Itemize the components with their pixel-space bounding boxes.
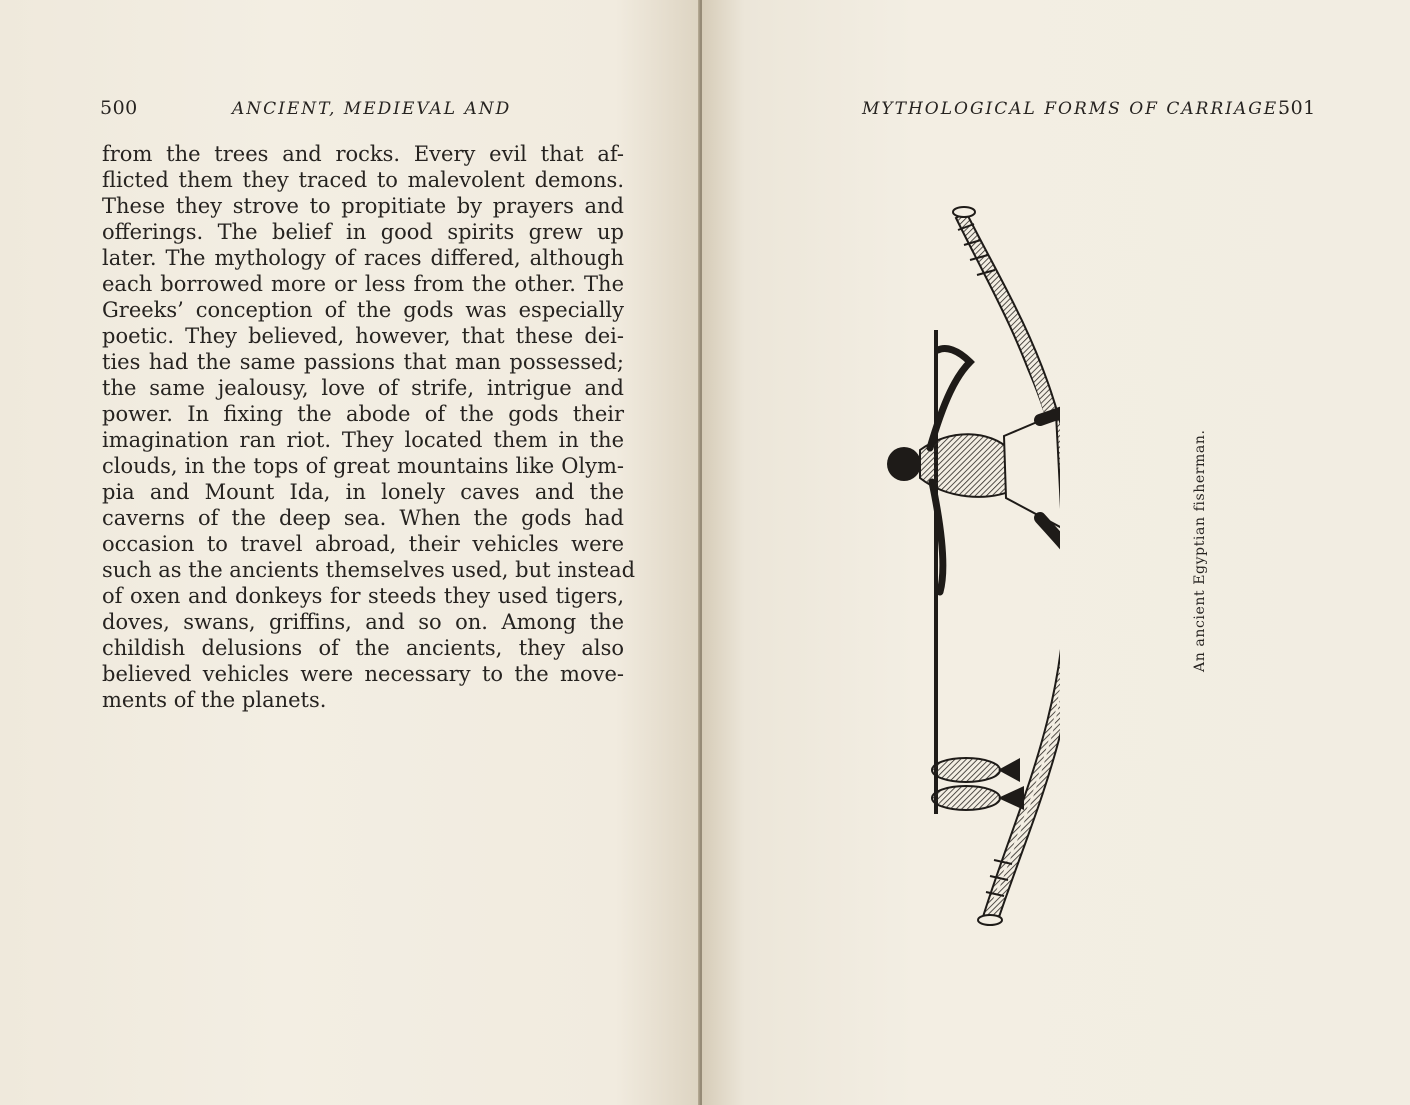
text-line: of oxen and donkeys for steeds they used tigers, — [102, 584, 624, 608]
body-text — [102, 141, 636, 713]
fisherman-leg-lower — [1040, 518, 1060, 592]
text-line: each borrowed more or less from the other. The — [102, 272, 624, 296]
fisherman-head — [887, 447, 921, 481]
text-line: imagination ran riot. They located them in the — [102, 428, 624, 452]
text-line: Greeks’ conception of the gods was especially — [102, 298, 624, 322]
text-line: pia and Mount Ida, in lonely caves and the — [102, 480, 624, 504]
text-line: believed vehicles were necessary to the move- — [102, 662, 624, 686]
fisherman-kilt — [1004, 414, 1060, 528]
egyptian-fisherman-illustration — [880, 200, 1060, 940]
text-line: clouds, in the tops of great mountains like Olym- — [102, 454, 624, 478]
text-line: ties had the same passions that man possessed; — [102, 350, 624, 374]
text-line: caverns of the deep sea. When the gods had — [102, 506, 624, 530]
left-page — [0, 0, 700, 1105]
illustration-caption: An ancient Egyptian fisherman. — [1192, 429, 1208, 672]
text-line: flicted them they traced to malevolent demons. — [102, 168, 624, 192]
text-line: offerings. The belief in good spirits grew up — [102, 220, 624, 244]
running-head-right: MYTHOLOGICAL FORMS OF CARRIAGE. — [862, 99, 1286, 119]
fish-icon — [932, 758, 1024, 810]
text-line: doves, swans, griffins, and so on. Among the — [102, 610, 624, 634]
text-line: These they strove to propitiate by prayers and — [102, 194, 624, 218]
text-line: such as the ancients themselves used, but instead — [102, 558, 636, 582]
text-line: occasion to travel abroad, their vehicles were — [102, 532, 624, 556]
boat-hull — [956, 212, 1060, 920]
page-number-left: 500 — [100, 97, 138, 119]
text-line: poetic. They believed, however, that these dei- — [102, 324, 624, 348]
stern-cap — [978, 915, 1002, 925]
text-line: power. In fixing the abode of the gods their — [102, 402, 624, 426]
text-line: childish delusions of the ancients, they also — [102, 636, 624, 660]
text-line: later. The mythology of races differed, although — [102, 246, 624, 270]
text-line: from the trees and rocks. Every evil that af- — [102, 142, 624, 166]
page-number-right: 501 — [1278, 97, 1316, 119]
bow-cap — [953, 207, 975, 217]
running-head-left: ANCIENT, MEDIEVAL AND — [232, 99, 512, 119]
text-line: the same jealousy, love of strife, intrigue and — [102, 376, 624, 400]
text-line: ments of the planets. — [102, 688, 327, 712]
